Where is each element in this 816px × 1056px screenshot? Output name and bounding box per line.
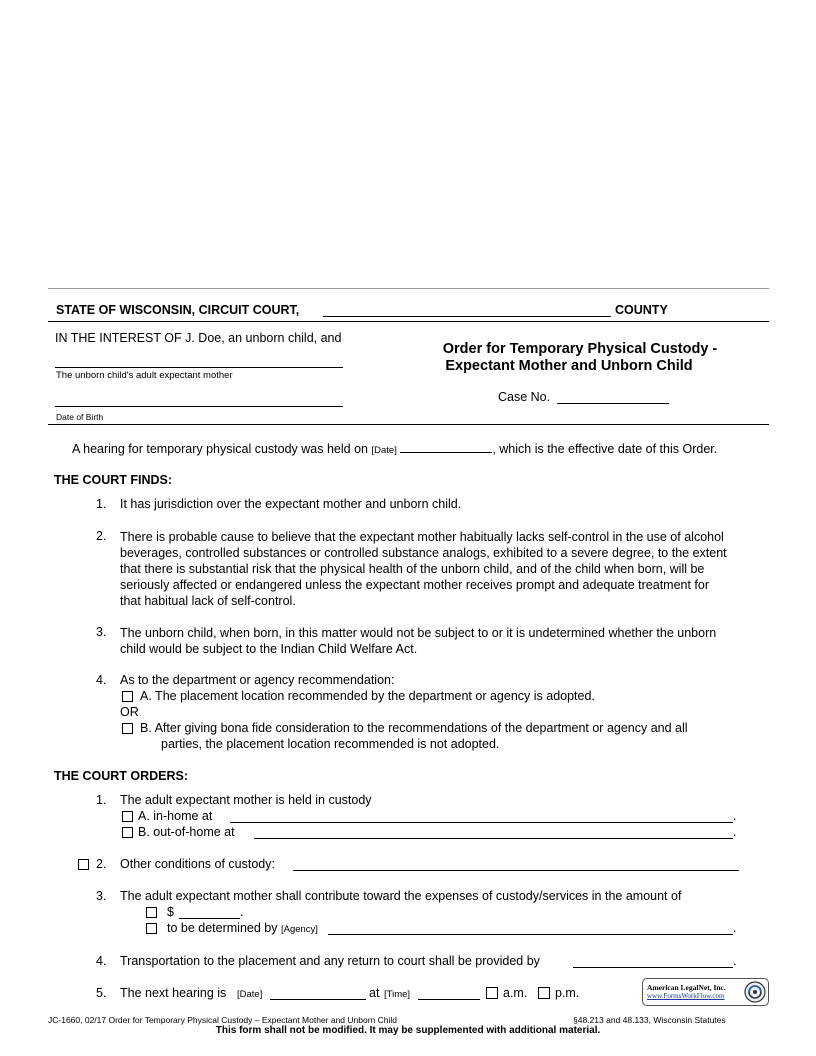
hearing-prefix: A hearing for temporary physical custody was held on xyxy=(72,442,368,456)
in-interest-text: IN THE INTEREST OF J. Doe, an unborn child, and xyxy=(55,331,342,345)
in-home-field[interactable] xyxy=(230,822,733,823)
orders-item2-checkbox[interactable] xyxy=(78,859,89,870)
statutes-footer: §48.213 and 48.133, Wisconsin Statutes xyxy=(573,1015,726,1025)
form-id-footer: JC-1660, 02/17 Order for Temporary Physical Custody – Expectant Mother and Unborn Child xyxy=(48,1015,397,1025)
other-conditions-field[interactable] xyxy=(293,870,739,871)
finds-item2-line: that habitual lack of self-control. xyxy=(120,594,296,608)
hearing-suffix: , which is the effective date of this Order. xyxy=(492,442,718,456)
out-of-home-checkbox[interactable] xyxy=(122,827,133,838)
logo-url: www.FormsWorkFlow.com xyxy=(647,992,725,1000)
court-finds-heading: THE COURT FINDS: xyxy=(54,473,173,487)
dollar-sign: $ xyxy=(167,905,174,919)
header-rule xyxy=(48,321,769,322)
next-hearing-time-field[interactable] xyxy=(418,999,480,1000)
out-of-home-field[interactable] xyxy=(254,838,733,839)
finds-option-b-checkbox[interactable] xyxy=(122,723,133,734)
top-rule xyxy=(48,288,769,289)
county-name-field[interactable] xyxy=(323,316,611,317)
orders-item5-num: 5. xyxy=(96,986,107,1000)
case-no-field[interactable] xyxy=(557,403,669,404)
orders-item1-text: The adult expectant mother is held in custody xyxy=(120,793,372,807)
legalnet-logo[interactable] xyxy=(642,978,769,1006)
out-of-home-label: B. out-of-home at xyxy=(138,825,235,839)
next-hearing-date-label: [Date] xyxy=(237,989,263,1000)
finds-item4-text: As to the department or agency recommendation: xyxy=(120,673,395,687)
finds-item2-line: seriously affected or endangered unless the expectant mother receives prompt and adequate treatment for xyxy=(120,578,710,592)
orders-item3-num: 3. xyxy=(96,889,107,903)
amount-period: . xyxy=(240,905,244,919)
am-checkbox[interactable] xyxy=(486,987,498,999)
finds-item1-num: 1. xyxy=(96,497,107,511)
finds-option-b-text2: parties, the placement location recommended is not adopted. xyxy=(161,737,500,751)
out-of-home-period: . xyxy=(733,825,737,839)
in-home-checkbox[interactable] xyxy=(122,811,133,822)
finds-item3-line: child would be subject to the Indian Child Welfare Act. xyxy=(120,642,418,656)
agency-label: [Agency] xyxy=(280,924,318,935)
form-title-line2: Expectant Mother and Unborn Child xyxy=(445,358,693,374)
transportation-period: . xyxy=(733,954,737,968)
finds-option-b-text1: B. After giving bona fide consideration to the recommendations of the department or agency and all xyxy=(140,721,688,735)
in-home-label: A. in-home at xyxy=(138,809,213,823)
hearing-date-label: [Date] xyxy=(371,445,397,456)
finds-item4-num: 4. xyxy=(96,673,107,687)
finds-item2-text xyxy=(120,529,780,609)
finds-item2-num: 2. xyxy=(96,529,107,543)
agency-period: . xyxy=(733,921,737,935)
tbd-label xyxy=(167,921,318,935)
pm-checkbox[interactable] xyxy=(538,987,550,999)
finds-item3-line: The unborn child, when born, in this matter would not be subject to or it is undetermined whether the unborn xyxy=(120,626,717,640)
orders-item2-text: Other conditions of custody: xyxy=(120,857,275,871)
orders-item4-text: Transportation to the placement and any return to court shall be provided by xyxy=(120,954,540,968)
next-hearing-date-field[interactable] xyxy=(270,999,366,1000)
finds-item2-line: beverages, controlled substances or controlled substance analogs, exhibited to a severe degree, to the extent xyxy=(120,546,727,560)
tbd-text: to be determined by xyxy=(167,921,278,935)
pm-label: p.m. xyxy=(555,986,580,1000)
form-title-line1: Order for Temporary Physical Custody - xyxy=(442,341,718,357)
tbd-checkbox[interactable] xyxy=(146,923,157,934)
orders-item1-num: 1. xyxy=(96,793,107,807)
orders-item2-num: 2. xyxy=(96,857,107,871)
next-hearing-time-label: [Time] xyxy=(384,989,411,1000)
dob-field[interactable] xyxy=(55,406,343,407)
hearing-line xyxy=(72,441,717,456)
form-notice: This form shall not be modified. It may be supplemented with additional material. xyxy=(215,1025,601,1036)
in-home-period: . xyxy=(733,809,737,823)
finds-item2-line: There is probable cause to believe that the expectant mother habitually lacks self-control in the use of alcohol xyxy=(120,530,724,544)
finds-item1-text: It has jurisdiction over the expectant mother and unborn child. xyxy=(120,497,462,511)
court-orders-heading: THE COURT ORDERS: xyxy=(54,769,189,783)
orders-item3-text: The adult expectant mother shall contribute toward the expenses of custody/services in the amount of xyxy=(120,889,682,903)
globe-icon xyxy=(743,981,767,1003)
finds-item3-num: 3. xyxy=(96,625,107,639)
county-label: COUNTY xyxy=(615,303,668,317)
mother-caption: The unborn child's adult expectant mother xyxy=(56,370,233,381)
dob-caption: Date of Birth xyxy=(56,412,104,422)
hearing-date-field[interactable] xyxy=(400,441,492,453)
caption-rule xyxy=(48,424,769,425)
next-hearing-at: at xyxy=(369,986,380,1000)
amount-field[interactable] xyxy=(179,918,240,919)
agency-field[interactable] xyxy=(328,934,733,935)
state-court-label: STATE OF WISCONSIN, CIRCUIT COURT, xyxy=(56,303,300,317)
case-no-label: Case No. xyxy=(498,390,551,404)
orders-item5-text: The next hearing is xyxy=(120,986,227,1000)
finds-item2-line: that there is substantial risk that the physical health of the unborn child, and of the child when born, will be xyxy=(120,562,705,576)
logo-company-name: American LegalNet, Inc. xyxy=(647,983,726,992)
am-label: a.m. xyxy=(503,986,528,1000)
mother-name-field[interactable] xyxy=(55,367,343,368)
finds-option-a-text: A. The placement location recommended by the department or agency is adopted. xyxy=(140,689,595,703)
finds-or-label: OR xyxy=(120,705,139,719)
amount-checkbox[interactable] xyxy=(146,907,157,918)
orders-item4-num: 4. xyxy=(96,954,107,968)
finds-option-a-checkbox[interactable] xyxy=(122,691,133,702)
transportation-field[interactable] xyxy=(573,967,733,968)
finds-item3-text xyxy=(120,625,780,657)
